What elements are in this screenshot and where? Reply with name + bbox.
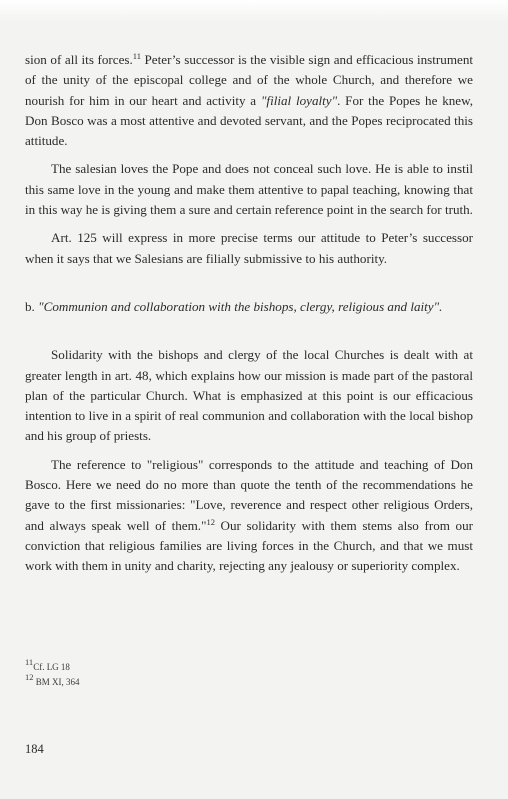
page-number: 184: [25, 742, 44, 756]
footnote-mark: 12: [25, 671, 34, 682]
text-run: The reference to "religious" corresponds to the attitude and teaching of Don Bosco. Here we need do no more than quote the tenth of the recommendations he gave to the first missionaries: "Love, reverence and respect other religious Orders, and always speak well of them.": [25, 456, 473, 533]
paragraph-5: [25, 455, 473, 577]
body-text: [25, 50, 473, 577]
footnote: [25, 671, 325, 690]
paragraph-1: [25, 50, 473, 151]
text-run: Peter’s successor is the visible sign and efficacious instrument of the unity of the episcopal college and of the whole Church, and therefore we nourish for him in our heart and activity a: [25, 52, 474, 108]
paragraph-2: The salesian loves the Pope and does not conceal such love. He is able to instil this same love in the young and make them attentive to papal teaching, knowing that in this way he is giving them a sure and certain reference point in the search for truth.: [25, 161, 473, 218]
footnote-ref-11: 11: [132, 51, 141, 61]
text-run: Our solidarity with them stems also from our conviction that religious families are living forces in the Church, and that we must work with them in unity and charity, rejecting any jealousy or superiority complex.: [25, 517, 474, 574]
paragraph-4: Solidarity with the bishops and clergy of the local Churches is dealt with at greater length in art. 48, which explains how our mission is made part of the pastoral plan of the particular Church. What is emphasized at this point is our efficacious intention to live in a spirit of real communion and collaboration with the local bishop and his group of priests.: [25, 347, 473, 444]
footnote-mark: 11: [25, 657, 34, 667]
footnotes: [25, 657, 325, 689]
footnote: [25, 657, 325, 675]
section-letter: b.: [25, 298, 35, 314]
text-run: . For the Popes he knew, Don Bosco was a most attentive and devoted servant, and the Popes reciprocated this attitude.: [25, 92, 474, 149]
quoted-phrase: "filial loyalty": [260, 92, 338, 108]
footnote-ref-12: 12: [206, 516, 215, 527]
text-run: sion of all its forces.: [25, 52, 133, 67]
paragraph-3: Art. 125 will express in more precise terms our attitude to Peter’s successor when it says that we Salesians are filially submissive to his authority.: [25, 230, 473, 266]
section-heading: [25, 297, 473, 317]
section-title: "Communion and collaboration with the bishops, clergy, religious and laity".: [38, 298, 443, 314]
footnote-text: Cf. LG 18: [33, 662, 70, 672]
footnote-text: BM XI, 364: [35, 676, 80, 687]
